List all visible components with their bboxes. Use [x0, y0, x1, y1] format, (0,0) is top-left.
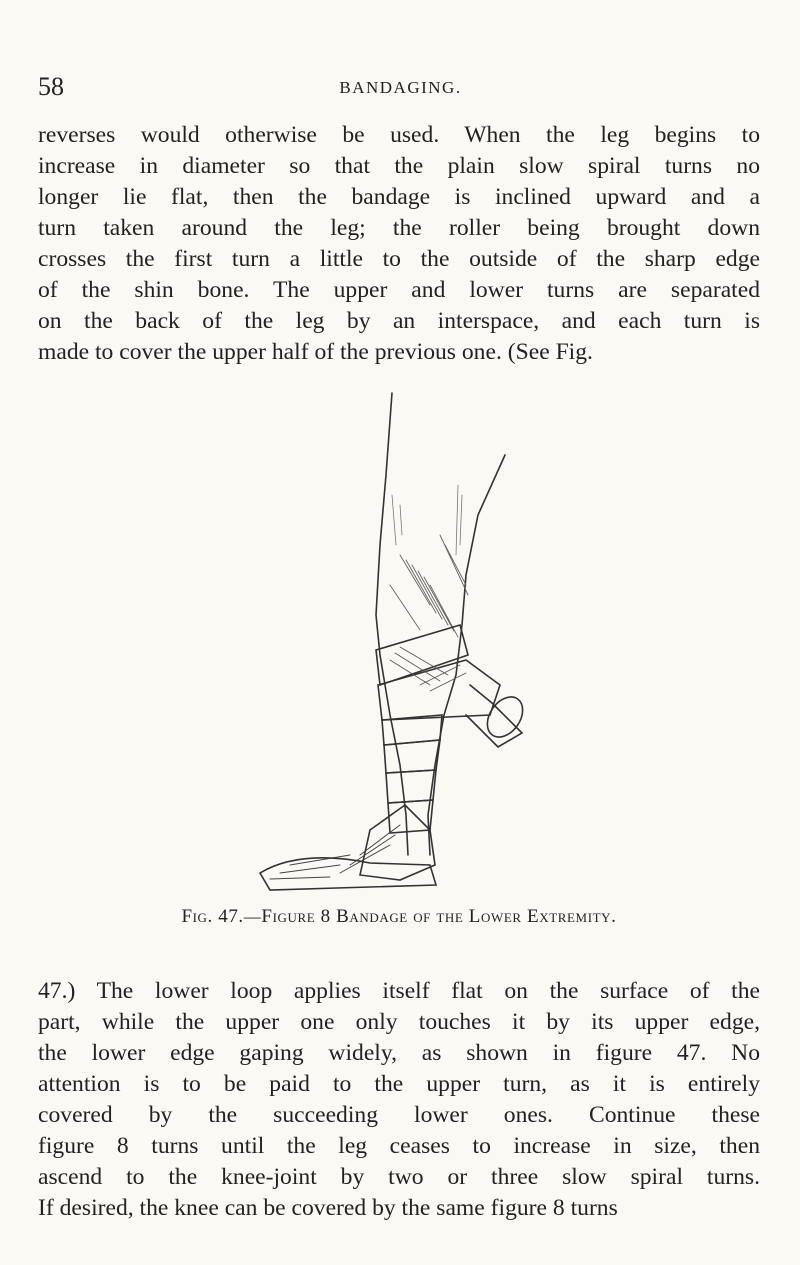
foot-wrap-strokes — [270, 825, 400, 879]
page-number: 58 — [38, 72, 64, 101]
text-line: of the shin bone. The upper and lower turns are separated — [38, 277, 760, 303]
text-line: longer lie flat, then the bandage is inclined upward and a — [38, 184, 760, 210]
bandage-turn-6 — [388, 800, 433, 833]
caption-title: Figure 8 Bandage of the Lower Extremity. — [261, 906, 617, 927]
bandage-turn-1 — [376, 625, 468, 685]
bandage-turn-5 — [386, 770, 436, 803]
running-head — [38, 72, 763, 104]
caption-label: Fig. 47. — [181, 906, 244, 927]
text-line: part, while the upper one only touches it by its upper edge, — [38, 1009, 760, 1035]
bandage-turn-2 — [378, 660, 500, 720]
ankle-wrap — [360, 805, 435, 880]
figure-caption — [38, 906, 760, 928]
paragraph-top — [38, 120, 760, 368]
text-line: covered by the succeeding lower ones. Continue these — [38, 1102, 760, 1128]
leg-inner-hatch — [392, 485, 462, 555]
text-line: made to cover the upper half of the previous one. (See Fig. — [38, 339, 593, 365]
running-title: BANDAGING. — [339, 78, 462, 97]
text-line: ascend to the knee-joint by two or three slow spiral turns. — [38, 1164, 760, 1190]
figure-illustration — [230, 385, 530, 905]
bandaged-leg-illustration — [230, 385, 530, 905]
text-line: increase in diameter so that the plain slow spiral turns no — [38, 153, 760, 179]
text-line: If desired, the knee can be covered by the same figure 8 turns — [38, 1195, 618, 1221]
text-line: turn taken around the leg; the roller being brought down — [38, 215, 760, 241]
text-line: crosses the first turn a little to the outside of the sharp edge — [38, 246, 760, 272]
text-line: 47.) The lower loop applies itself flat on the surface of the — [38, 978, 760, 1004]
text-line: attention is to be paid to the upper turn, as it is entirely — [38, 1071, 760, 1097]
text-line: on the back of the leg by an interspace, and each turn is — [38, 308, 760, 334]
text-line: the lower edge gaping widely, as shown in figure 47. No — [38, 1040, 760, 1066]
text-line: figure 8 turns until the leg ceases to increase in size, then — [38, 1133, 760, 1159]
leg-back-outline — [376, 393, 408, 855]
foot-outline — [260, 858, 436, 890]
bandage-turn-4 — [384, 740, 440, 773]
text-line: reverses would otherwise be used. When the leg begins to — [38, 122, 760, 148]
paragraph-bottom — [38, 976, 760, 1224]
caption-separator: — — [243, 907, 262, 926]
